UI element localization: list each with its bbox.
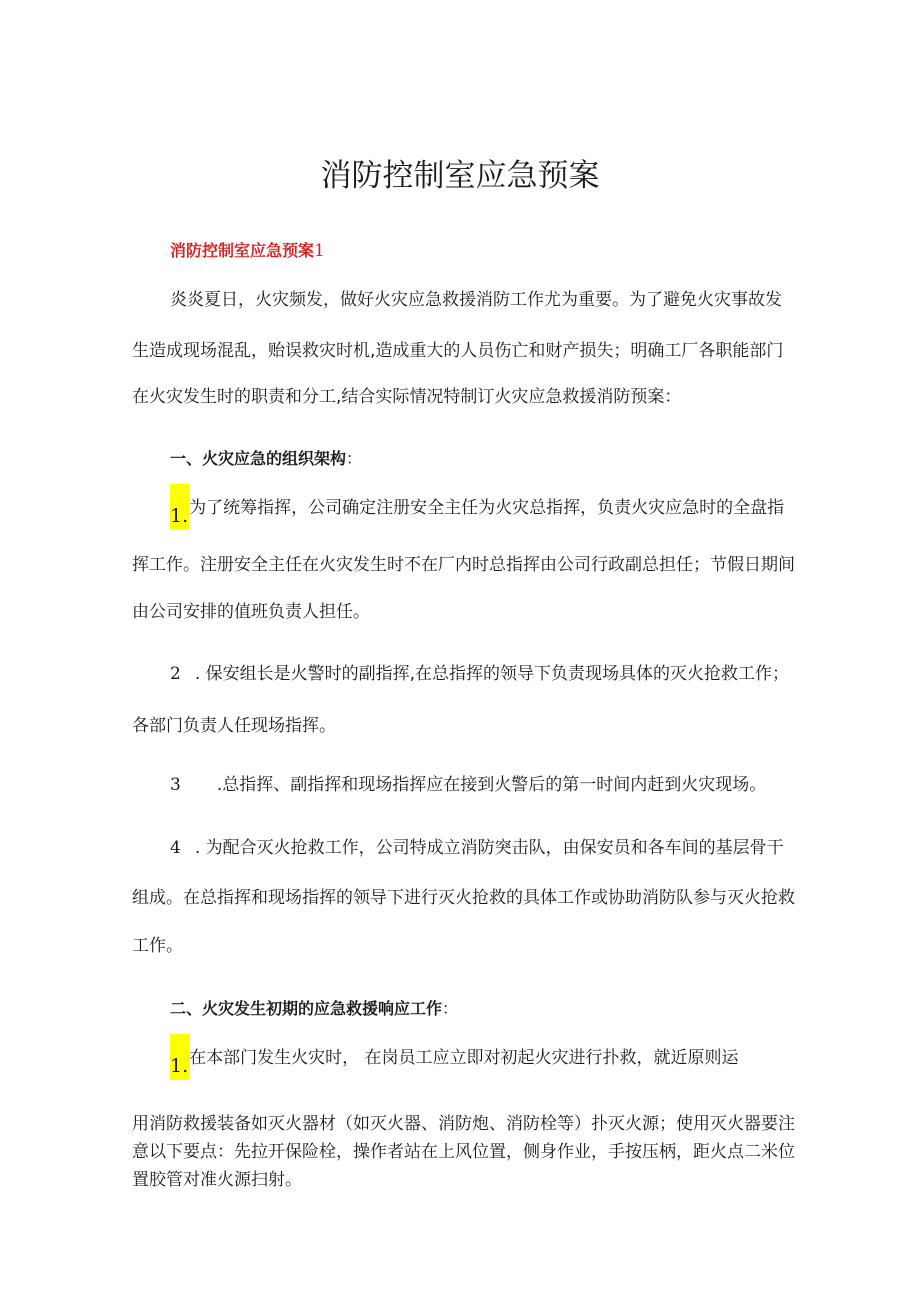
section1-item1-line-2: 挥工作。注册安全主任在火灾发生时不在厂内时总指挥由公司行政副总担任；节假日期间 [132,555,795,575]
subtitle-number: 1 [314,241,325,261]
section1-item3-number: 3 [170,775,181,795]
section1-item2-text-1: . 保安组长是火警时的副指挥,在总指挥的领导下负责现场具体的灭火抢救工作； [194,664,790,684]
section2-item1-line-3: 意以下要点：先拉开保险栓，操作者站在上风位置，侧身作业，手按压柄，距火点二米位 [132,1142,795,1162]
section2-item1-line-2: 用消防救援装备如灭火器材（如灭火器、消防炮、消防栓等）扑灭火源；使用灭火器要注 [132,1114,795,1134]
section2-item1-text-1: 在本部门发生火灾时， 在岗员工应立即对初起火灾进行扑救，就近原则运 [189,1048,739,1068]
section1-item1-line-3: 由公司安排的值班负责人担任。 [132,602,370,622]
section1-item2-line-2: 各部门负责人任现场指挥。 [132,716,336,736]
section1-item4-text-1: . 为配合灭火抢救工作，公司特成立消防突击队，由保安员和各车间的基层骨干 [194,838,784,858]
section1-item2-number: 2 [170,664,181,684]
document-subtitle [170,238,325,261]
section1-item4-line-2: 组成。在总指挥和现场指挥的领导下进行灭火抢救的具体工作或协助消防队参与灭火抢救 [132,888,795,908]
section1-item3-text: .总指挥、副指挥和现场指挥应在接到火警后的第一时间内赶到火灾现场。 [216,775,767,795]
section1-item4-number: 4 [170,838,181,858]
section2-heading-text: 二、火灾发生初期的应急救援响应工作 [170,999,443,1018]
highlighted-number: 1. [170,484,189,530]
section1-heading-colon: ： [346,449,363,468]
section1-heading-text: 一、火灾应急的组织架构 [170,449,347,468]
highlighted-number: 1. [170,1034,189,1080]
intro-line-1: 炎炎夏日，火灾频发，做好火灾应急救援消防工作尤为重要。为了避免火灾事故发 [170,290,782,310]
intro-line-3: 在火灾发生时的职责和分工,结合实际情况特制订火灾应急救援消防预案： [132,387,682,407]
section2-heading [170,996,458,1019]
section2-heading-colon: ： [442,999,459,1018]
section1-heading [170,446,362,469]
section1-item2-line-1 [170,662,789,686]
subtitle-text: 消防控制室应急预案 [170,241,315,260]
section1-item1-text-1: 为了统筹指挥，公司确定注册安全主任为火灾总指挥，负责火灾应急时的全盘指 [189,498,785,518]
document-title: 消防控制室应急预案 [320,158,600,194]
section2-item1-line-1 [170,1034,739,1080]
section2-item1-line-4: 置胶管对准火源扫射。 [132,1170,302,1190]
intro-line-2: 生造成现场混乱，贻误救灾时机,造成重大的人员伤亡和财产损失；明确工厂各职能部门 [132,341,784,361]
section1-item3-line [170,773,766,797]
section1-item4-line-3: 工作。 [132,936,183,956]
section1-item1-line-1 [170,484,784,530]
section1-item4-line-1 [170,836,784,860]
